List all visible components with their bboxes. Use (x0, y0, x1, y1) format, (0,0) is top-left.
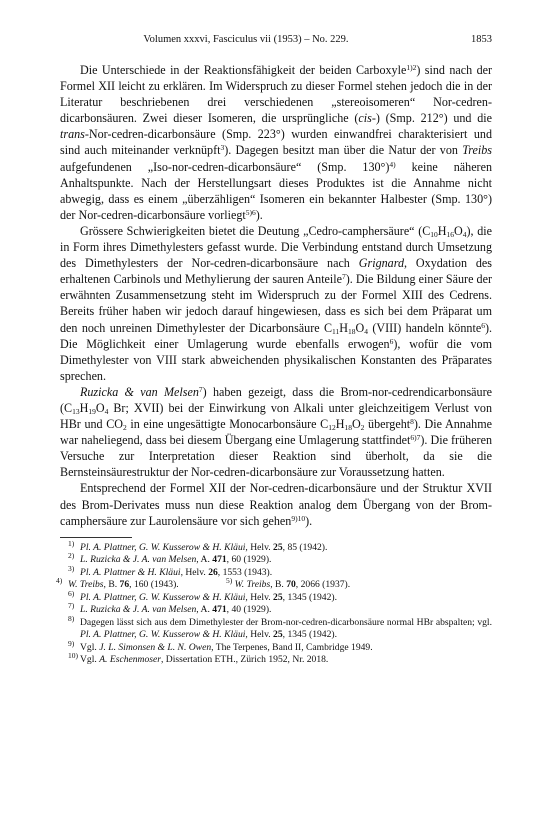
author-name: Pl. A. Plattner & H. Kläui (80, 566, 181, 578)
volume-number: 25 (273, 541, 283, 553)
journal-page (56, 34, 493, 667)
text-run: ), die in Form ihres Dimethylesters gefasst wurde. Die Verbindung entstand durch Umsetzung des Dimethylesters der Nor-cedren-dicarbonsäure nach (60, 223, 492, 271)
subscript: 4 (462, 229, 467, 239)
footnote-4-5 (56, 576, 492, 592)
footnote-5: $^{5)}$ W. Treibs, B. 70, 2066 (1937). (226, 576, 351, 591)
footnote-ref[interactable]: 8 (410, 417, 414, 427)
author-name: A. Eschenmoser (99, 654, 161, 666)
subscript: 4 (364, 326, 368, 336)
author-name: Pl. A. Plattner, G. W. Kusserow & H. Kläui (80, 541, 246, 553)
footnote-ref[interactable]: 7 (416, 433, 421, 443)
text-run: ). Die Annahme war naheliegend, dass bei diesem Übergang eine Umlagerung stattfindet (60, 417, 492, 448)
paragraph-1 (60, 62, 492, 223)
subscript: 13 (72, 406, 80, 416)
text-run: in eine ungesättigte Monocarbonsäure C (126, 417, 329, 432)
subscript: 16 (446, 229, 455, 239)
volume-number: 70 (286, 579, 296, 591)
page-header (60, 34, 492, 50)
subscript: 11 (332, 326, 340, 336)
footnote-ref[interactable]: 6 (389, 336, 394, 346)
page-number: 1853 (471, 34, 492, 45)
author-name: Ruzicka & van Melsen (80, 384, 199, 399)
text-run: ). Dagegen besitzt man über die Natur der von (224, 143, 463, 158)
text-run: (VIII) handeln könnte (368, 320, 482, 335)
footnote-9: $^{9)}$ Vgl. J. L. Simonsen & L. N. Owen, The Terpenes, Band II, Cambridge 1949. (68, 638, 373, 653)
footnote-3: $^{3)}$ Pl. A. Plattner & H. Kläui, Helv. 26, 1553 (1943). (68, 563, 273, 578)
footnote-1: $^{1)}$ Pl. A. Plattner, G. W. Kusserow & H. Kläui, Helv. 25, 85 (1942). (68, 538, 328, 553)
subscript: 18 (344, 423, 352, 433)
body-text (60, 62, 492, 529)
volume-number: 26 (208, 566, 218, 578)
footnote-7: $^{7)}$ L. Ruzicka & J. A. van Melsen, A. 471, 40 (1929). (68, 601, 272, 616)
subscript: 18 (348, 326, 356, 336)
author-name: W. Treibs (68, 579, 104, 591)
footnote-ref[interactable]: 6 (252, 207, 256, 217)
volume-number: 76 (119, 579, 130, 591)
footnote-ref[interactable]: 6) (410, 433, 417, 443)
text-run: ). Die Bildung einer Säure der erwähnten Zusammensetzung steht im Widerspruch zu der Formel XIII des Cedrens. Bereits früher haben wir jedoch darauf hingewiesen, dass es sich bei dem Präparat um den noch unreinen Dimethylester der Dicarbonsäure C (60, 272, 492, 335)
volume-number: 471 (212, 554, 227, 566)
subscript: 12 (328, 423, 336, 433)
footnote-ref[interactable]: 10 (297, 513, 306, 523)
text-run: ) haben gezeigt, dass die Brom-nor-cedrendicarbonsäure (C (60, 384, 492, 415)
running-title: Volumen xxxvi, Fasciculus vii (1953) – No. 229. (143, 34, 349, 45)
footnote-2: $^{2)}$ L. Ruzicka & J. A. van Melsen, A. 471, 60 (1929). (68, 551, 272, 566)
subscript: 2 (360, 423, 365, 433)
text-run: Die Unterschiede in der Reaktionsfähigkeit der beiden Carboxyle (80, 63, 407, 77)
text-run: ), wofür die vom Dimethylester von VIII stark abweichenden physikalischen Konstanten des Präparates sprechen. (60, 336, 492, 383)
author-name: Treibs (462, 143, 492, 158)
footnote-ref[interactable]: 6 (481, 320, 485, 330)
text-run: ) (Smp. 212°) und die (375, 111, 492, 126)
footnotes (56, 538, 492, 667)
footnote-8: $^{8)}$ Dagegen lässt sich aus dem Dimethylester der Brom-nor-cedren-dicarbonsäure normal HBr abspalten; vgl. Pl. A. Plattner, G. W. Kusserow & H. Kläui, Helv. 25, 1345 (1942). (68, 613, 492, 641)
subscript: 2 (123, 423, 127, 433)
footnote-ref[interactable]: 1) (406, 63, 413, 72)
footnote-ref[interactable]: 5) (245, 207, 253, 217)
text-run: ). (255, 207, 263, 222)
author-name: Grignard (358, 256, 405, 271)
text-run: Grössere Schwierigkeiten bietet die Deutung „Cedro-camphersäure“ (C (80, 223, 431, 238)
text-run: übergeht (364, 417, 411, 432)
text-run: ). (305, 513, 313, 528)
footnote-ref[interactable]: 4) (389, 159, 396, 169)
footnote-label: 5) (226, 576, 233, 586)
subscript: 19 (88, 406, 96, 416)
author-name: Pl. A. Plattner, G. W. Kusserow & H. Kläui (80, 591, 246, 603)
text-run: ) sind nach der Formel XII leicht zu erklären. Im Widerspruch zu dieser Formel stehen jedoch die in der Literatur beschriebenen drei verschiedenen „stereoisomeren“ Nor-cedren-dicarbonsäuren. Zwei dieser Isomeren, die ursprüngliche ( (60, 63, 493, 126)
footnote-divider (60, 537, 132, 538)
text-run: Nor-cedren-dicarbonsäure (Smp. 223°) wurden einwandfrei charakterisiert und sind auch miteinander verknüpft (60, 127, 492, 158)
paragraph-2: Grössere Schwierigkeiten bietet die Deutung „Cedro-camphersäure“ $(C_{10}H_{16}O_4)$, die in Form ihres Dimethylesters gefasst wurde. Die Verbindung entstand durch Umsetzung des Dimethylesters der Nor-cedren-dicarbonsäure nach Grignard, Oxydation des erhaltenen Carbinols und Methylierung der sauren Anteile$^7$). Die Bildung einer Säure der erwähnten Zusammensetzung steht im Widerspruch zu der Formel XIII des Cedrens. Bereits früher haben wir jedoch darauf hingewiesen, dass es sich bei dem Präparat um den noch unreinen Dimethylester der Dicarbonsäure $C_{11}H_{18}O_4$ (VIII) handeln könnte$^6$). Die Möglichkeit einer Umlagerung wurde ebenfalls erwogen$^6$), wofür die vom Dimethylester von VIII stark abweichenden physikalischen Konstanten des Präparates sprechen. (60, 223, 493, 383)
footnote-ref[interactable]: 7 (198, 384, 203, 394)
author-name: L. Ruzicka & J. A. van Melsen (80, 554, 197, 566)
text-run: keine näheren Anhaltspunkte. Nach der Herstellungsart dieses Produktes ist die Annahme nicht abwegig, dass es einem „überzähligen“ Isomeren ein bekannter Halbester (Smp. 130°) der Nor-cedren-dicarbonsäure vorliegt (60, 159, 492, 222)
volume-number: 471 (212, 604, 227, 616)
text-run: , Oxydation des erhaltenen Carbinols und Methylierung der sauren Anteile (60, 256, 493, 287)
text-run: ). Die früheren Versuche zur Interpretation dieser Reaktion sind überholt, da sie die Bernsteinsäurestruktur der Nor-cedren-dicarbonsäure zur Voraussetzung hatten. (60, 433, 492, 480)
paragraph-4 (60, 480, 492, 528)
author-name: Pl. A. Plattner, G. W. Kusserow & H. Kläui (80, 629, 246, 641)
footnote-ref[interactable]: 3 (220, 143, 225, 153)
author-name: J. L. Simonsen & L. N. Owen (99, 641, 212, 653)
paragraph-3: Ruzicka & van Melsen$^7$) haben gezeigt, dass die Brom-nor-cedrendicarbonsäure ($C_{13}H_{19}O_4$ Br; XVII) bei der Einwirkung von Alkali unter gleichzeitigem Verlust von HBr und $CO_2$ in eine ungesättigte Monocarbonsäure $C_{12}H_{18}O_2$ übergeht$^8$). Die Annahme war naheliegend, dass bei diesem Übergang eine Umlagerung stattfindet$^{6)7}$). Die früheren Versuche zur Interpretation dieser Reaktion sind überholt, da sie die Bernsteinsäurestruktur der Nor-cedren-dicarbonsäure zur Voraussetzung hatten. (60, 384, 492, 480)
author-name: W. Treibs (234, 579, 271, 591)
subscript: 4 (104, 406, 109, 416)
text-run: Br; XVII) bei der Einwirkung von Alkali unter gleichzeitigem Verlust von HBr und CO (60, 400, 492, 432)
text-run: Entsprechend der Formel XII der Nor-cedren-dicarbonsäure und der Struktur XVII des Brom-Derivates muss nun diese Reaktion analog dem Übergang von der Brom-camphersäure zur Laurolensäure vor sich gehen (60, 481, 492, 528)
author-name: L. Ruzicka & J. A. van Melsen (80, 604, 197, 616)
footnote-6: $^{6)}$ Pl. A. Plattner, G. W. Kusserow & H. Kläui, Helv. 25, 1345 (1942). (68, 588, 337, 603)
italic-term: cis- (358, 111, 376, 126)
footnote-10: $^{10)}$ Vgl. A. Eschenmoser, Dissertation ETH., Zürich 1952, Nr. 2018. (68, 651, 329, 666)
footnote-4: $^{4)}$ W. Treibs, B. 76, 160 (1943). (56, 576, 179, 591)
volume-number: 25 (273, 591, 283, 603)
footnote-ref[interactable]: 2 (412, 63, 417, 72)
text-run: ). Die Möglichkeit einer Umlagerung wurde ebenfalls erwogen (60, 320, 492, 351)
text-run: aufgefundenen „Iso-nor-cedren-dicarbonsäure“ (Smp. 130°) (60, 159, 390, 174)
footnote-ref[interactable]: 9) (291, 513, 298, 523)
volume-number: 25 (273, 629, 283, 641)
italic-term: trans- (60, 127, 89, 142)
footnote-ref[interactable]: 7 (342, 272, 346, 282)
subscript: 10 (430, 229, 438, 239)
